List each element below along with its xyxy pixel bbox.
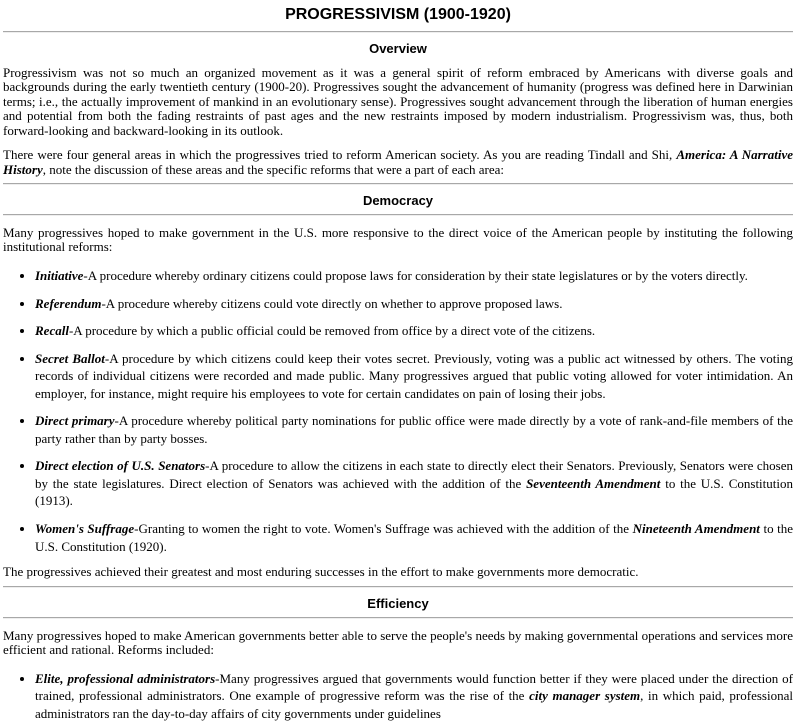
divider — [3, 214, 793, 216]
reform-description: to the U.S. Constitution (1920). — [35, 520, 794, 554]
system-name: city manager system — [529, 688, 641, 704]
reform-term: Direct election of U.S. Senators — [35, 458, 206, 474]
reform-description: -A procedure by which citizens could keep their votes secret. Previously, voting was a public act witnessed by others. The voting records of individual citizens were recorded and made public. Many progressives argued that public voting allowed for voter intimidation. An employer, for instance, might require his employees to vote for certain candidates on pain of losing their jobs. — [35, 350, 793, 401]
divider — [3, 31, 793, 33]
list-item-direct-election-senators — [35, 457, 793, 510]
divider — [3, 183, 793, 185]
reform-description: -A procedure whereby citizens could vote directly on whether to approve proposed laws. — [101, 295, 563, 311]
list-item-secret-ballot — [35, 350, 793, 403]
section-heading-overview: Overview — [369, 40, 427, 56]
list-item-recall — [35, 322, 793, 340]
section-heading-democracy: Democracy — [362, 192, 434, 208]
reform-description: -A procedure to allow the citizens in each state to directly elect their Senators. Previously, Senators were chosen by the state legislatures. Direct election of Senators was achieved with the addition of the — [35, 458, 793, 491]
reform-description: -A procedure by which a public official could be removed from office by a direct vote of the citizens. — [68, 323, 596, 339]
section-heading-efficiency: Efficiency — [367, 595, 429, 611]
divider — [3, 617, 793, 619]
democracy-reform-list — [3, 267, 793, 555]
list-item-referendum — [35, 295, 793, 313]
reform-description: -Many progressives argued that governments would function better if they were placed under the direction of trained, professional administrators. One example of progressive reform was the rise of the — [35, 670, 793, 704]
reform-term: Women's Suffrage — [35, 520, 135, 536]
text-segment: , note the discussion of these areas and the specific reforms that were a part of each area: — [42, 161, 505, 177]
overview-paragraph-1: Progressivism was not so much an organized movement as it was a general spirit of reform embraced by Americans with diverse goals and backgrounds during the early twentieth century (1900-20). Progressives sought the advancement of humanity (progress was defined here in Darwinian terms; i.e., the actually improvement of mankind in an evolutionary sense). Progressives sought advancement through the liberation of human energies and potential from both the fading restraints of past ages and the new restraints imposed by modern industrialism. Progressivism was, thus, both forward-looking and backward-looking in its outlook. — [3, 64, 793, 138]
reform-term: Direct primary — [35, 413, 115, 429]
efficiency-reform-list — [3, 670, 793, 722]
divider — [3, 586, 793, 588]
amendment-name: Nineteenth Amendment — [632, 520, 760, 536]
reform-term: Secret Ballot — [35, 350, 105, 366]
reform-term: Initiative — [35, 267, 84, 283]
reform-term: Referendum — [35, 295, 102, 311]
book-title: America: A Narrative History — [3, 147, 793, 177]
overview-paragraph-2 — [3, 148, 793, 177]
reform-description: , in which paid, professional administrators ran the day-to-day affairs of city governments under guidelines — [35, 688, 793, 721]
text-segment: There were four general areas in which the progressives tried to reform American society. As you are reading Tindall and Shi, — [3, 147, 677, 163]
page-title: PROGRESSIVISM (1900-1920) — [285, 6, 511, 23]
reform-description: -A procedure whereby political party nominations for public office were made directly by a vote of rank-and-file members of the party rather than by party bosses. — [35, 413, 793, 446]
list-item-womens-suffrage — [35, 520, 793, 555]
democracy-intro: Many progressives hoped to make government in the U.S. more responsive to the direct voice of the American people by instituting the following institutional reforms: — [3, 224, 793, 255]
reform-description: -A procedure whereby ordinary citizens could propose laws for consideration by their state legislatures or by the voters directly. — [83, 267, 748, 283]
reform-description: to the U.S. Constitution (1913). — [35, 475, 793, 509]
reform-description: -Granting to women the right to vote. Women's Suffrage was achieved with the addition of the — [134, 520, 633, 536]
amendment-name: Seventeenth Amendment — [526, 475, 661, 491]
list-item-initiative — [35, 267, 793, 285]
list-item-direct-primary — [35, 412, 793, 447]
democracy-closing: The progressives achieved their greatest and most enduring successes in the effort to make governments more democratic. — [3, 564, 639, 580]
efficiency-intro: Many progressives hoped to make American governments better able to serve the people's needs by making governmental operations and services more efficient and rational. Reforms included: — [3, 627, 793, 658]
list-item-elite-administrators — [35, 670, 793, 722]
reform-term: Elite, professional administrators — [35, 670, 216, 686]
reform-term: Recall — [35, 323, 69, 339]
